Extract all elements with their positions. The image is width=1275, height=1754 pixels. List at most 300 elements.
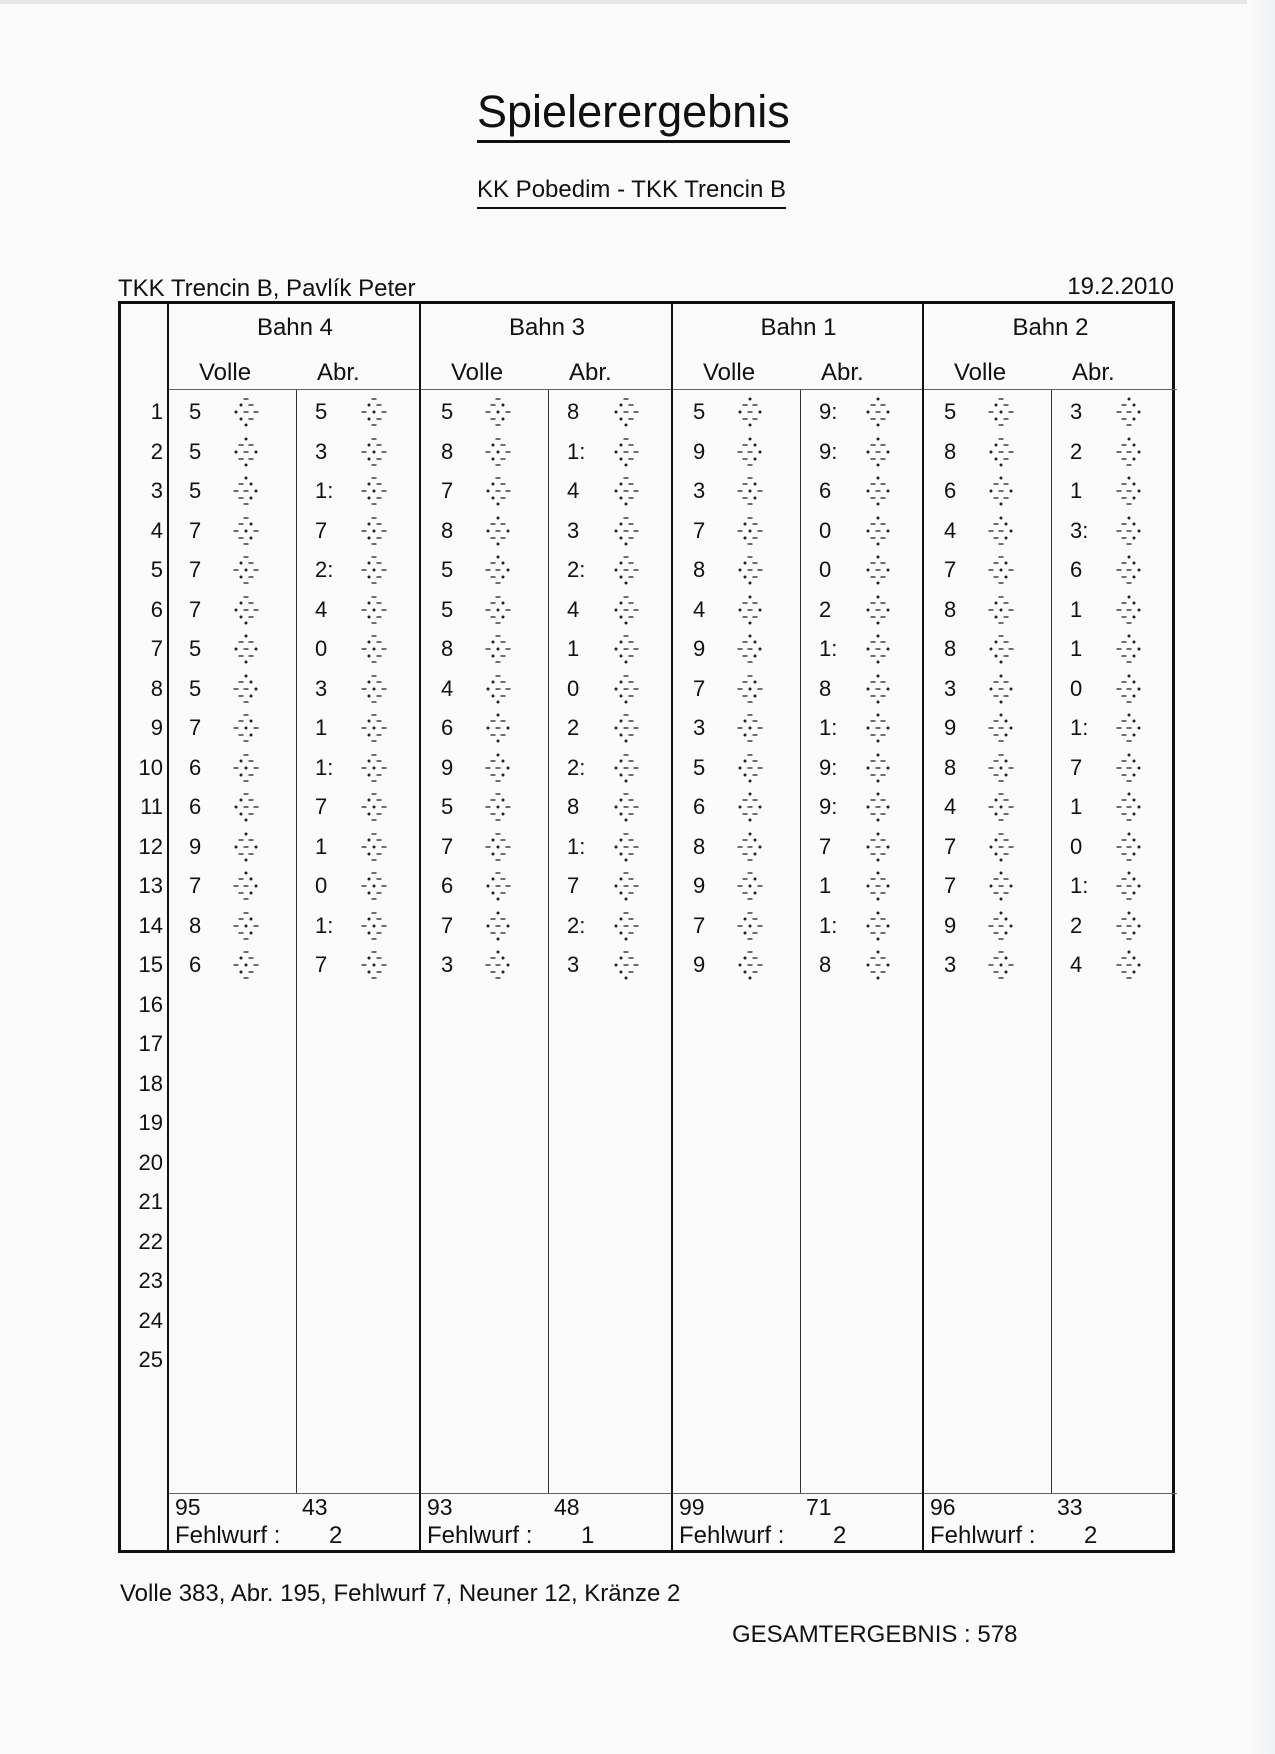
header-separator (673, 389, 924, 390)
volle-score: 4 (944, 517, 957, 543)
abr-score: 7 (315, 517, 328, 543)
volle-score: 9 (693, 438, 706, 464)
pin-diagram-icon (865, 437, 891, 467)
pin-diagram-icon (233, 516, 259, 546)
abr-score: 9: (819, 754, 838, 780)
pin-diagram-icon (485, 713, 511, 743)
volle-score: 6 (189, 754, 202, 780)
volle-score: 7 (189, 873, 202, 898)
pin-diagram-icon (1116, 792, 1142, 822)
abr-score: 3 (567, 952, 580, 977)
abr-header: Abr. (317, 359, 360, 386)
scan-edge-top (0, 0, 1275, 4)
abr-score: 1 (819, 873, 832, 898)
pin-diagram-icon (865, 871, 891, 901)
abr-score: 7 (567, 873, 580, 898)
pin-diagram-icon (737, 713, 763, 743)
footer-separator (673, 1493, 924, 1494)
abr-score: 1 (1070, 794, 1083, 819)
pin-diagram-icon (613, 871, 639, 901)
pin-diagram-icon (1116, 634, 1142, 664)
pin-diagram-icon (485, 950, 511, 980)
abr-score: 1 (315, 833, 328, 859)
pin-diagram-icon (737, 595, 763, 625)
row-number: 10 (138, 754, 163, 780)
pin-diagram-icon (485, 674, 511, 704)
row-number: 5 (150, 557, 163, 582)
volle-score: 4 (944, 794, 957, 819)
volle-score: 3 (693, 478, 706, 503)
volle-score: 8 (189, 912, 202, 938)
lane-total-abr: 71 (806, 1494, 832, 1520)
pin-diagram-icon (233, 476, 259, 506)
volle-score: 5 (441, 557, 454, 582)
volle-score: 6 (693, 794, 706, 819)
pin-diagram-icon (865, 476, 891, 506)
row-number: 23 (138, 1268, 163, 1293)
row-number: 3 (150, 478, 163, 503)
pin-diagram-icon (737, 832, 763, 862)
pin-diagram-icon (233, 595, 259, 625)
pin-diagram-icon (865, 674, 891, 704)
volle-score: 5 (441, 596, 454, 622)
lane-total-volle: 95 (175, 1494, 201, 1520)
pin-diagram-icon (1116, 832, 1142, 862)
row-number: 1 (150, 399, 163, 424)
lane-total-abr: 43 (302, 1494, 328, 1520)
volle-score: 3 (944, 952, 957, 977)
pin-diagram-icon (233, 753, 259, 783)
abr-score: 0 (1070, 833, 1083, 859)
pin-diagram-icon (613, 911, 639, 941)
pin-diagram-icon (233, 555, 259, 585)
pin-diagram-icon (865, 753, 891, 783)
abr-score: 1: (819, 715, 838, 740)
pin-diagram-icon (613, 476, 639, 506)
pin-diagram-icon (613, 555, 639, 585)
row-number: 4 (150, 517, 163, 543)
pin-diagram-icon (1116, 397, 1142, 427)
abr-score: 0 (1070, 675, 1083, 701)
abr-score: 2 (1070, 912, 1083, 938)
pin-diagram-icon (737, 753, 763, 783)
lane-title: Bahn 1 (760, 314, 837, 341)
volle-score: 9 (189, 833, 202, 859)
volle-header: Volle (954, 359, 1007, 386)
abr-score: 0 (315, 873, 328, 898)
abr-score: 2: (567, 912, 586, 938)
pin-diagram-icon (1116, 476, 1142, 506)
lane-title: Bahn 2 (1012, 314, 1089, 341)
summary-line: Volle 383, Abr. 195, Fehlwurf 7, Neuner 12, Kränze 2 (120, 1580, 681, 1607)
row-number: 22 (138, 1228, 163, 1254)
volle-score: 3 (693, 715, 706, 740)
volle-score: 8 (693, 557, 706, 582)
pin-diagram-icon (988, 595, 1014, 625)
abr-score: 4 (567, 596, 580, 622)
row-number: 2 (150, 438, 163, 464)
pin-diagram-icon (737, 950, 763, 980)
lane-total-volle: 99 (679, 1494, 705, 1520)
row-number: 25 (138, 1347, 163, 1372)
volle-score: 9 (441, 754, 454, 780)
score-sheet (118, 301, 1175, 1553)
pin-diagram-icon (361, 516, 387, 546)
row-number: 12 (138, 833, 163, 859)
abr-score: 1: (819, 912, 838, 938)
pin-diagram-icon (361, 871, 387, 901)
column-divider (1051, 390, 1052, 1493)
abr-score: 2 (819, 596, 832, 622)
pin-diagram-icon (737, 437, 763, 467)
pin-diagram-icon (737, 555, 763, 585)
pin-diagram-icon (361, 950, 387, 980)
pin-diagram-icon (485, 634, 511, 664)
fehlwurf-value: 1 (581, 1522, 595, 1549)
lane-title: Bahn 3 (508, 314, 586, 341)
abr-score: 1: (1070, 715, 1089, 740)
fehlwurf-label: Fehlwurf : (175, 1522, 281, 1549)
volle-header: Volle (703, 359, 756, 386)
volle-score: 4 (693, 596, 706, 622)
lane-column (419, 304, 673, 1550)
pin-diagram-icon (361, 911, 387, 941)
abr-score: 7 (315, 794, 328, 819)
footer-separator (169, 1493, 421, 1494)
abr-score: 1: (315, 754, 334, 780)
row-number: 18 (138, 1070, 163, 1096)
pin-diagram-icon (613, 950, 639, 980)
pin-diagram-icon (1116, 753, 1142, 783)
volle-header: Volle (451, 359, 504, 386)
abr-score: 9: (819, 399, 838, 424)
abr-score: 1 (1070, 478, 1083, 503)
abr-score: 8 (819, 675, 832, 701)
volle-score: 5 (189, 675, 202, 701)
pin-diagram-icon (485, 871, 511, 901)
volle-score: 6 (441, 873, 454, 898)
pin-diagram-icon (361, 555, 387, 585)
pin-diagram-icon (1116, 595, 1142, 625)
footer-separator (924, 1493, 1177, 1494)
footer-separator (421, 1493, 673, 1494)
abr-score: 0 (567, 675, 580, 701)
abr-score: 4 (567, 478, 580, 503)
header-separator (421, 389, 673, 390)
pin-diagram-icon (865, 713, 891, 743)
pin-diagram-icon (1116, 437, 1142, 467)
pin-diagram-icon (613, 674, 639, 704)
abr-score: 7 (819, 833, 832, 859)
pin-diagram-icon (233, 832, 259, 862)
volle-score: 8 (441, 517, 454, 543)
pin-diagram-icon (485, 476, 511, 506)
pin-diagram-icon (613, 832, 639, 862)
abr-score: 8 (567, 399, 580, 424)
abr-score: 1: (315, 912, 334, 938)
header-separator (169, 389, 421, 390)
abr-header: Abr. (1072, 359, 1115, 386)
pin-diagram-icon (361, 832, 387, 862)
volle-header: Volle (199, 359, 252, 386)
page-title: Spielerergebnis (477, 86, 790, 143)
volle-score: 8 (441, 636, 454, 661)
pin-diagram-icon (361, 437, 387, 467)
fehlwurf-label: Fehlwurf : (427, 1522, 533, 1549)
row-number: 8 (150, 675, 163, 701)
pin-diagram-icon (361, 634, 387, 664)
row-number: 24 (138, 1307, 163, 1333)
lane-total-volle: 93 (427, 1494, 453, 1520)
abr-score: 1 (315, 715, 328, 740)
row-number: 14 (138, 912, 163, 938)
pin-diagram-icon (361, 476, 387, 506)
pin-diagram-icon (613, 753, 639, 783)
pin-diagram-icon (1116, 516, 1142, 546)
abr-score: 3: (1070, 517, 1089, 543)
pin-diagram-icon (613, 713, 639, 743)
pin-diagram-icon (737, 476, 763, 506)
pin-diagram-icon (361, 397, 387, 427)
pin-diagram-icon (613, 634, 639, 664)
pin-diagram-icon (988, 516, 1014, 546)
abr-score: 3 (1070, 399, 1083, 424)
abr-score: 3 (315, 675, 328, 701)
abr-score: 2 (567, 715, 580, 740)
pin-diagram-icon (737, 792, 763, 822)
pin-diagram-icon (988, 634, 1014, 664)
volle-score: 7 (441, 912, 454, 938)
scan-edge-right (1247, 0, 1275, 1754)
pin-diagram-icon (233, 397, 259, 427)
column-divider (296, 390, 297, 1493)
pin-diagram-icon (613, 397, 639, 427)
pin-diagram-icon (485, 595, 511, 625)
volle-score: 5 (441, 399, 454, 424)
volle-score: 6 (189, 794, 202, 819)
pin-diagram-icon (233, 674, 259, 704)
abr-score: 2: (567, 557, 586, 582)
volle-score: 8 (693, 833, 706, 859)
abr-score: 1 (567, 636, 580, 661)
abr-score: 2: (567, 754, 586, 780)
pin-diagram-icon (485, 832, 511, 862)
pin-diagram-icon (233, 713, 259, 743)
abr-header: Abr. (821, 359, 864, 386)
pin-diagram-icon (865, 595, 891, 625)
abr-score: 4 (315, 596, 328, 622)
pin-diagram-icon (1116, 713, 1142, 743)
pin-diagram-icon (865, 516, 891, 546)
row-number: 17 (138, 1031, 163, 1056)
volle-score: 7 (189, 517, 202, 543)
pin-diagram-icon (485, 911, 511, 941)
row-number: 6 (150, 596, 163, 622)
volle-score: 3 (441, 952, 454, 977)
volle-score: 7 (693, 675, 706, 701)
pin-diagram-icon (865, 634, 891, 664)
fehlwurf-value: 2 (1084, 1522, 1098, 1549)
abr-score: 0 (315, 636, 328, 661)
pin-diagram-icon (865, 792, 891, 822)
abr-score: 7 (315, 952, 328, 977)
lane-column (671, 304, 924, 1550)
pin-diagram-icon (1116, 871, 1142, 901)
abr-header: Abr. (569, 359, 612, 386)
volle-score: 9 (944, 715, 957, 740)
volle-score: 5 (189, 399, 202, 424)
row-number: 13 (138, 873, 163, 898)
fehlwurf-value: 2 (329, 1522, 343, 1549)
row-number: 9 (150, 715, 163, 740)
fehlwurf-label: Fehlwurf : (679, 1522, 785, 1549)
abr-score: 2: (315, 557, 334, 582)
volle-score: 8 (944, 754, 957, 780)
pin-diagram-icon (988, 437, 1014, 467)
pin-diagram-icon (613, 437, 639, 467)
pin-diagram-icon (485, 792, 511, 822)
abr-score: 9: (819, 438, 838, 464)
column-divider (548, 390, 549, 1493)
abr-score: 5 (315, 399, 328, 424)
grand-total: GESAMTERGEBNIS : 578 (732, 1621, 1018, 1648)
volle-score: 6 (189, 952, 202, 977)
pin-diagram-icon (1116, 555, 1142, 585)
pin-diagram-icon (865, 397, 891, 427)
volle-score: 5 (189, 636, 202, 661)
pin-diagram-icon (1116, 911, 1142, 941)
pin-diagram-icon (613, 595, 639, 625)
volle-score: 5 (693, 754, 706, 780)
abr-score: 1: (819, 636, 838, 661)
lane-total-abr: 48 (554, 1494, 580, 1520)
fehlwurf-value: 2 (833, 1522, 847, 1549)
volle-score: 5 (693, 399, 706, 424)
lane-column (167, 304, 421, 1550)
abr-score: 0 (819, 557, 832, 582)
abr-score: 8 (567, 794, 580, 819)
pin-diagram-icon (361, 674, 387, 704)
volle-score: 3 (944, 675, 957, 701)
row-number: 20 (138, 1149, 163, 1175)
pin-diagram-icon (988, 476, 1014, 506)
volle-score: 9 (693, 636, 706, 661)
abr-score: 6 (1070, 557, 1083, 582)
pin-diagram-icon (233, 911, 259, 941)
pin-diagram-icon (485, 437, 511, 467)
abr-score: 1 (1070, 596, 1083, 622)
volle-score: 9 (693, 952, 706, 977)
pin-diagram-icon (737, 397, 763, 427)
volle-score: 7 (944, 557, 957, 582)
match-date: 19.2.2010 (1067, 273, 1174, 300)
volle-score: 4 (441, 675, 454, 701)
pin-diagram-icon (361, 753, 387, 783)
pin-diagram-icon (865, 832, 891, 862)
volle-score: 7 (189, 557, 202, 582)
pin-diagram-icon (485, 516, 511, 546)
pin-diagram-icon (485, 397, 511, 427)
volle-score: 7 (944, 873, 957, 898)
pin-diagram-icon (737, 911, 763, 941)
pin-diagram-icon (865, 950, 891, 980)
pin-diagram-icon (988, 397, 1014, 427)
abr-score: 6 (819, 478, 832, 503)
abr-score: 3 (315, 438, 328, 464)
volle-score: 8 (441, 438, 454, 464)
pin-diagram-icon (988, 674, 1014, 704)
pin-diagram-icon (988, 713, 1014, 743)
abr-score: 9: (819, 794, 838, 819)
volle-score: 7 (441, 833, 454, 859)
volle-score: 7 (693, 517, 706, 543)
pin-diagram-icon (361, 595, 387, 625)
pin-diagram-icon (988, 950, 1014, 980)
pin-diagram-icon (233, 792, 259, 822)
abr-score: 7 (1070, 754, 1083, 780)
abr-score: 3 (567, 517, 580, 543)
pin-diagram-icon (988, 871, 1014, 901)
pin-diagram-icon (485, 555, 511, 585)
column-divider (800, 390, 801, 1493)
volle-score: 7 (189, 596, 202, 622)
volle-score: 5 (189, 438, 202, 464)
row-number: 19 (138, 1110, 163, 1135)
volle-score: 7 (944, 833, 957, 859)
volle-score: 8 (944, 636, 957, 661)
pin-diagram-icon (613, 792, 639, 822)
row-number: 16 (138, 991, 163, 1017)
fehlwurf-label: Fehlwurf : (930, 1522, 1036, 1549)
pin-diagram-icon (361, 792, 387, 822)
pin-diagram-icon (737, 516, 763, 546)
volle-score: 6 (441, 715, 454, 740)
match-title: KK Pobedim - TKK Trencin B (477, 176, 786, 209)
volle-score: 7 (441, 478, 454, 503)
abr-score: 2 (1070, 438, 1083, 464)
abr-score: 1: (567, 438, 586, 464)
pin-diagram-icon (737, 634, 763, 664)
volle-score: 9 (944, 912, 957, 938)
pin-diagram-icon (233, 437, 259, 467)
volle-score: 8 (944, 438, 957, 464)
abr-score: 1: (567, 833, 586, 859)
abr-score: 0 (819, 517, 832, 543)
player-name: TKK Trencin B, Pavlík Peter (118, 275, 416, 302)
volle-score: 5 (189, 478, 202, 503)
lane-title: Bahn 4 (256, 314, 334, 341)
pin-diagram-icon (865, 555, 891, 585)
pin-diagram-icon (233, 950, 259, 980)
abr-score: 1: (1070, 873, 1089, 898)
pin-diagram-icon (988, 753, 1014, 783)
pin-diagram-icon (613, 516, 639, 546)
lane-column (922, 304, 1177, 1550)
pin-diagram-icon (988, 555, 1014, 585)
abr-score: 1 (1070, 636, 1083, 661)
row-number: 15 (138, 952, 163, 977)
volle-score: 7 (693, 912, 706, 938)
pin-diagram-icon (361, 713, 387, 743)
pin-diagram-icon (988, 832, 1014, 862)
pin-diagram-icon (233, 871, 259, 901)
volle-score: 5 (944, 399, 957, 424)
pin-diagram-icon (737, 871, 763, 901)
lane-total-abr: 33 (1057, 1494, 1083, 1520)
pin-diagram-icon (1116, 674, 1142, 704)
row-number: 7 (150, 636, 163, 661)
pin-diagram-icon (865, 911, 891, 941)
